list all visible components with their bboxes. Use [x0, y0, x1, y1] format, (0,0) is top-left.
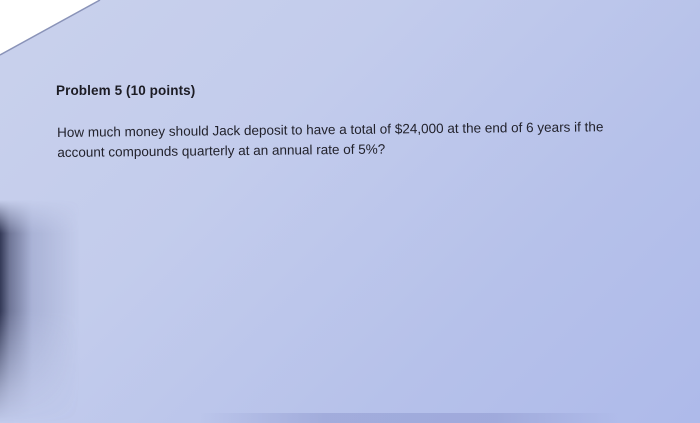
paper-fold-edge	[0, 0, 100, 55]
problem-title: Problem 5 (10 points)	[56, 83, 196, 98]
bleed-through-text	[200, 413, 620, 423]
problem-question	[57, 117, 667, 163]
paper-corner-bright	[0, 0, 100, 55]
hand-shadow	[0, 200, 80, 423]
question-line-2: account compounds quarterly at an annual rate of 5%?	[57, 141, 386, 160]
question-line-1: How much money should Jack deposit to have a total of $24,000 at the end of 6 years if the	[57, 119, 604, 140]
